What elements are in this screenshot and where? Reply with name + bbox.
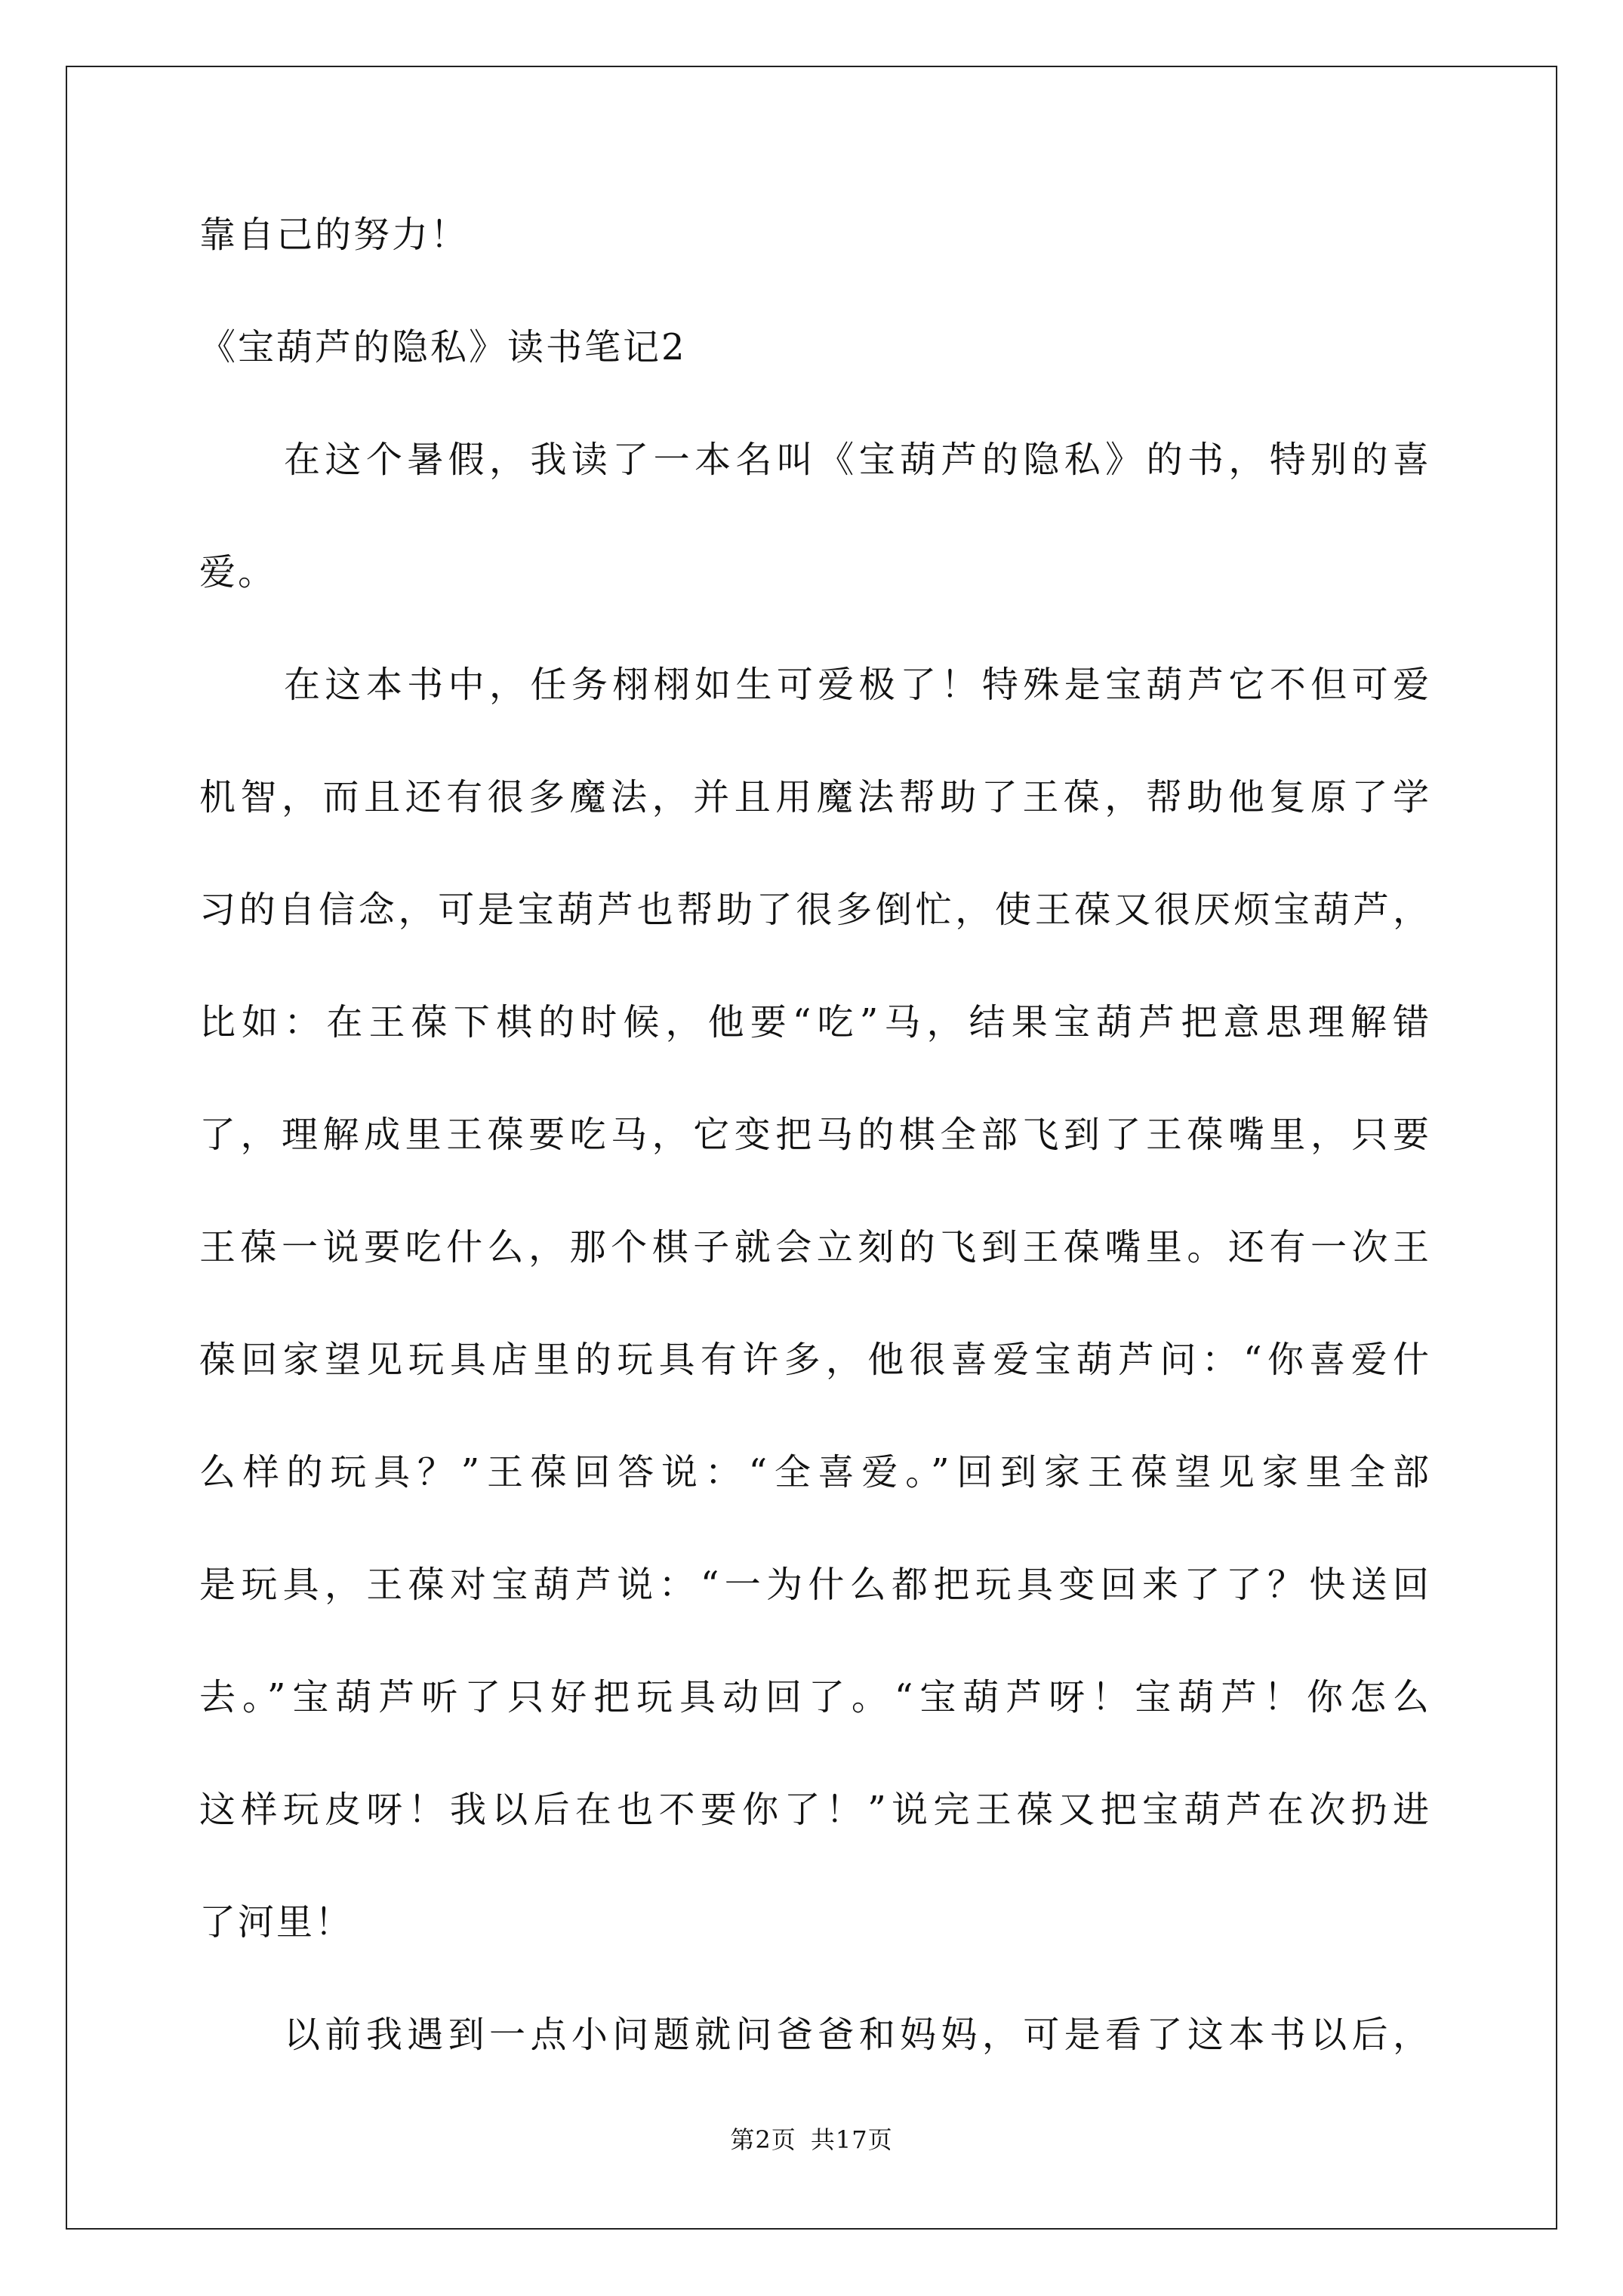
text-line: 以前我遇到一点小问题就问爸爸和妈妈，可是看了这本书以后， [284,2014,1431,2056]
text-line: 习的自信念，可是宝葫芦也帮助了很多倒忙，使王葆又很厌烦宝葫芦， [199,889,1431,931]
text-line: 在这个暑假，我读了一本名叫《宝葫芦的隐私》的书，特别的喜 [284,439,1431,481]
text-line: 比如：在王葆下棋的时候，他要“吃”马，结果宝葫芦把意思理解错 [199,1001,1431,1043]
text-line: 么样的玩具？”王葆回答说：“全喜爱。”回到家王葆望见家里全部 [199,1451,1431,1493]
text-line: 在这本书中，任务栩栩如生可爱极了！特殊是宝葫芦它不但可爱 [284,664,1431,706]
page-total: 共17页 [810,2125,893,2154]
text-line: 是玩具，王葆对宝葫芦说：“一为什么都把玩具变回来了了？快送回 [199,1564,1431,1606]
text-line: 这样玩皮呀！我以后在也不要你了！”说完王葆又把宝葫芦在次扔进 [199,1789,1431,1831]
text-line: 去。”宝葫芦听了只好把玩具动回了。“宝葫芦呀！宝葫芦！你怎么 [199,1676,1431,1718]
section-title: 《宝葫芦的隐私》读书笔记2 [199,326,687,368]
text-line: 了河里！ [199,1901,354,1943]
text-line: 了，理解成里王葆要吃马，它变把马的棋全部飞到了王葆嘴里，只要 [199,1114,1431,1156]
document-body [199,211,1431,2124]
page-number: 第2页 [730,2125,796,2154]
text-line: 机智，而且还有很多魔法，并且用魔法帮助了王葆，帮助他复原了学 [199,776,1431,818]
text-line: 靠自己的努力！ [199,214,470,256]
text-line: 王葆一说要吃什么，那个棋子就会立刻的飞到王葆嘴里。还有一次王 [199,1226,1431,1268]
text-line: 葆回家望见玩具店里的玩具有许多，他很喜爱宝葫芦问：“你喜爱什 [199,1339,1431,1381]
text-line: 爱。 [199,551,277,593]
page-footer [0,2125,1623,2155]
